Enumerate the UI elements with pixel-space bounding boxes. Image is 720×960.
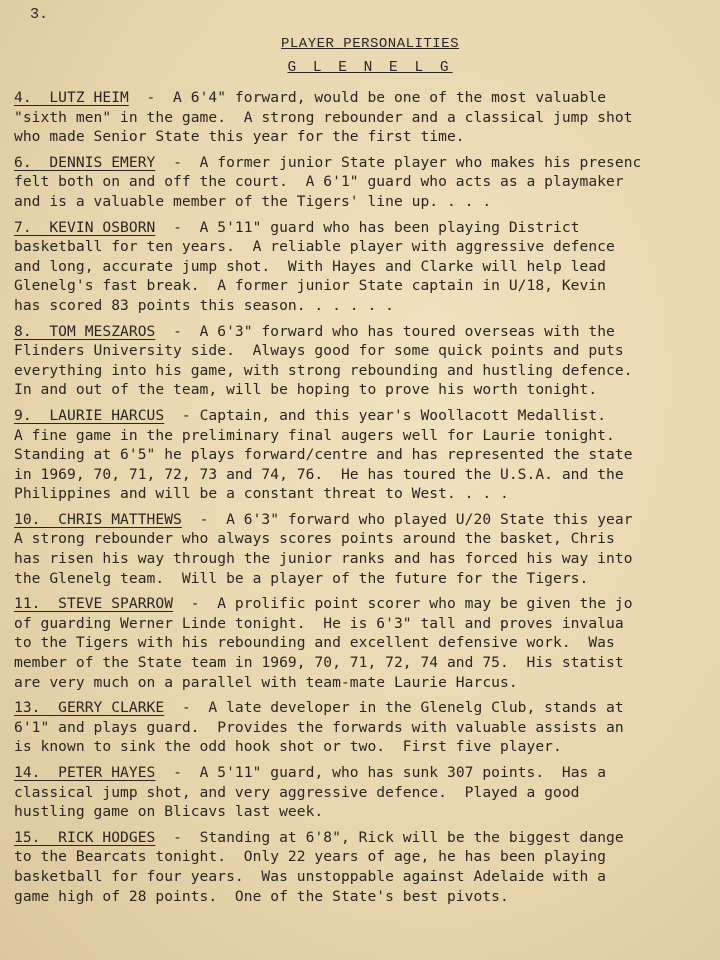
player-name-heading: 14. PETER HAYES [14,764,156,781]
player-entry [14,594,720,692]
player-name-heading: 13. GERRY CLARKE [14,699,165,717]
entry-first-line [14,406,720,426]
player-name-heading: 6. DENNIS EMERY [14,153,156,171]
entry-line: Philippines and will be a constant threat to West. . . . [14,485,509,503]
player-name-heading: 10. CHRIS MATTHEWS [14,510,182,528]
entry-text: - Standing at 6'8", Rick will be the biggest dange [155,828,624,846]
entry-line: A strong rebounder who always scores points around the basket, Chris [14,530,615,548]
entry-first-line [14,828,720,848]
entry-line: classical jump shot, and very aggressive defence. Played a good [14,783,580,801]
entry-text: - A former junior State player who makes his presenc [155,153,642,171]
player-name-heading: 9. LAURIE HARCUS [14,406,165,424]
entry-line: 6'1" and plays guard. Provides the forwards with valuable assists an [14,718,624,736]
entry-line: basketball for four years. Was unstoppable against Adelaide with a [14,867,607,885]
entry-text: - Captain, and this year's Woollacott Medallist. [164,406,607,424]
player-entry [14,510,720,588]
player-entry [14,153,720,212]
player-entry [14,828,720,906]
entry-text: - A 6'3" forward who played U/20 State this year [181,510,633,528]
entry-line: who made Senior State this year for the first time. [14,128,465,146]
entry-text: - A late developer in the Glenelg Club, stands at [164,699,624,717]
entry-line: felt both on and off the court. A 6'1" guard who acts as a playmaker [14,173,624,191]
player-entry [14,88,720,147]
entry-text: - A 5'11" guard who has been playing District [155,218,580,236]
entry-line: has risen his way through the junior ranks and has forced his way into [14,550,633,568]
entry-line: of guarding Werner Linde tonight. He is 6'3" tall and proves invalua [14,614,624,632]
entry-first-line [14,510,720,530]
player-name-heading: 15. RICK HODGES [14,828,156,846]
entry-line: to the Tigers with his rebounding and excellent defensive work. Was [14,634,615,652]
entry-text: - A prolific point scorer who may be given the jo [173,595,633,613]
page-title: PLAYER PERSONALITIES [280,36,460,52]
entry-first-line [14,594,720,614]
entry-line: Glenelg's fast break. A former junior State captain in U/18, Kevin [14,277,607,295]
entry-line: Standing at 6'5" he plays forward/centre and has represented the state [14,446,633,464]
entry-first-line [14,322,720,342]
entry-first-line [14,88,720,108]
entry-line: game high of 28 points. One of the State's best pivots. [14,887,509,905]
entry-line: A fine game in the preliminary final augers well for Laurie tonight. [14,426,615,444]
player-name-heading: 11. STEVE SPARROW [14,595,174,613]
player-entry [14,698,720,757]
entry-text: - A 6'3" forward who has toured overseas with the [155,322,615,340]
player-name-heading: 4. LUTZ HEIM [14,89,129,106]
page-subtitle: G L E N E L G [287,60,453,76]
player-entry [14,763,720,822]
player-entry [14,322,720,400]
entry-line: and long, accurate jump shot. With Hayes and Clarke will help lead [14,257,607,275]
player-name-heading: 8. TOM MESZAROS [14,322,156,340]
page-number: 3. [30,6,49,23]
entry-line: member of the State team in 1969, 70, 71, 72, 74 and 75. His statist [14,654,624,672]
entry-first-line [14,218,720,238]
entry-line: hustling game on Blicavs last week. [14,803,324,821]
player-list [14,88,720,912]
player-entry [14,406,720,504]
entry-line: and is a valuable member of the Tigers' line up. . . . [14,192,492,210]
entry-line: are very much on a parallel with team-mate Laurie Harcus. [14,673,518,691]
entry-first-line [14,763,720,783]
entry-first-line [14,153,720,173]
entry-line: everything into his game, with strong rebounding and hustling defence. [14,361,633,379]
player-entry [14,218,720,316]
entry-line: is known to sink the odd hook shot or two. First five player. [14,738,562,756]
entry-line: has scored 83 points this season. . . . . . [14,296,394,314]
entry-line: to the Bearcats tonight. Only 22 years of age, he has been playing [14,848,607,866]
entry-line: "sixth men" in the game. A strong rebounder and a classical jump shot [14,108,633,126]
entry-line: In and out of the team, will be hoping to prove his worth tonight. [14,381,598,399]
entry-line: Flinders University side. Always good for some quick points and puts [14,342,624,360]
entry-first-line [14,698,720,718]
player-name-heading: 7. KEVIN OSBORN [14,218,156,236]
entry-text: - A 5'11" guard, who has sunk 307 points. Has a [155,764,607,781]
entry-line: basketball for ten years. A reliable player with aggressive defence [14,238,615,256]
entry-text: - A 6'4" forward, would be one of the most valuable [128,89,607,106]
entry-line: in 1969, 70, 71, 72, 73 and 74, 76. He has toured the U.S.A. and the [14,465,624,483]
entry-line: the Glenelg team. Will be a player of the future for the Tigers. [14,569,589,587]
